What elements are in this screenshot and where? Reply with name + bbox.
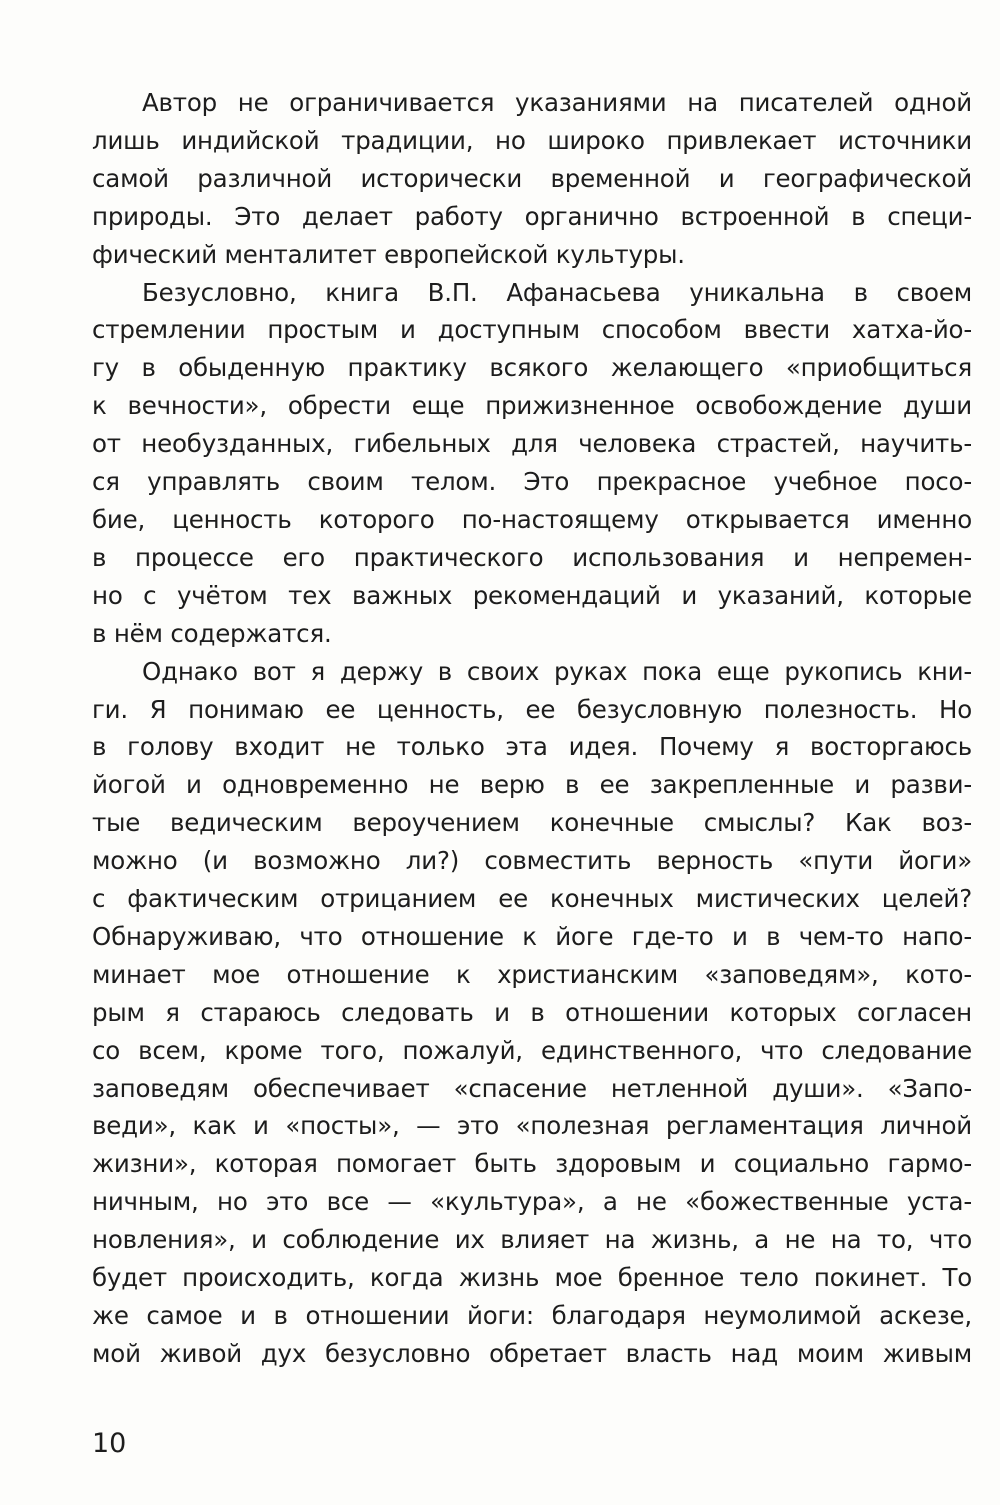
text-line: новления», и соблюдение их влияет на жизнь, а не на то, что xyxy=(92,1225,972,1255)
text-line: фический менталитет европейской культуры. xyxy=(92,239,685,269)
text-line: ся управлять своим телом. Это прекрасное учебное посо- xyxy=(92,467,972,497)
text-line: с фактическим отрицанием ее конечных мистических целей? xyxy=(92,884,972,914)
text-line: самой различной исторически временной и географической xyxy=(92,163,972,193)
text-line: природы. Это делает работу органично встроенной в специ- xyxy=(92,201,972,231)
text-line: бие, ценность которого по-настоящему открывается именно xyxy=(92,504,972,534)
text-line: минает мое отношение к христианским «заповедям», кото- xyxy=(92,959,972,989)
text-line: заповедям обеспечивает «спасение нетленной души». «Запо- xyxy=(92,1073,972,1103)
text-line: жизни», которая помогает быть здоровым и социально гармо- xyxy=(92,1149,972,1179)
text-line: стремлении простым и доступным способом ввести хатха-йо- xyxy=(92,315,972,345)
paragraph-3 xyxy=(92,653,972,1373)
text-line: к вечности», обрести еще прижизненное освобождение души xyxy=(92,391,972,421)
text-line: Безусловно, книга В.П. Афанасьева уникальна в своем xyxy=(142,277,972,307)
text-line: можно (и возможно ли?) совместить верность «пути йоги» xyxy=(92,846,972,876)
text-line: со всем, кроме того, пожалуй, единственного, что следование xyxy=(92,1035,972,1065)
text-line: будет происходить, когда жизнь мое бренное тело покинет. То xyxy=(92,1263,972,1293)
text-line: в голову входит не только эта идея. Почему я восторгаюсь xyxy=(92,732,972,762)
text-line: Обнаруживаю, что отношение к йоге где-то и в чем-то напо- xyxy=(92,921,972,951)
text-line: ги. Я понимаю ее ценность, ее безусловную полезность. Но xyxy=(92,694,972,724)
paragraph-1 xyxy=(92,84,972,274)
page-number: 10 xyxy=(92,1428,127,1459)
text-line: лишь индийской традиции, но широко привлекает источники xyxy=(92,125,972,155)
page-body xyxy=(92,84,972,1373)
text-line: но с учётом тех важных рекомендаций и указаний, которые xyxy=(92,580,972,610)
paragraph-2 xyxy=(92,274,972,653)
text-line: мой живой дух безусловно обретает власть над моим живым xyxy=(92,1338,972,1368)
text-line: в процессе его практического использования и непремен- xyxy=(92,542,972,572)
text-line: тые ведическим вероучением конечные смыслы? Как воз- xyxy=(92,808,972,838)
text-line: же самое и в отношении йоги: благодаря неумолимой аскезе, xyxy=(92,1301,972,1330)
text-line: от необузданных, гибельных для человека страстей, научить- xyxy=(92,429,972,459)
text-line: Однако вот я держу в своих руках пока еще рукопись кни- xyxy=(142,656,972,686)
text-line: гу в обыденную практику всякого желающего «приобщиться xyxy=(92,353,972,383)
text-line: рым я стараюсь следовать и в отношении которых согласен xyxy=(92,997,972,1027)
text-line: веди», как и «посты», — это «полезная регламентация личной xyxy=(92,1111,972,1141)
text-line: в нём содержатся. xyxy=(92,618,332,648)
text-line: ничным, но это все — «культура», а не «божественные уста- xyxy=(92,1187,972,1217)
text-line: Автор не ограничивается указаниями на писателей одной xyxy=(142,88,972,117)
text-line: йогой и одновременно не верю в ее закрепленные и разви- xyxy=(92,770,972,800)
